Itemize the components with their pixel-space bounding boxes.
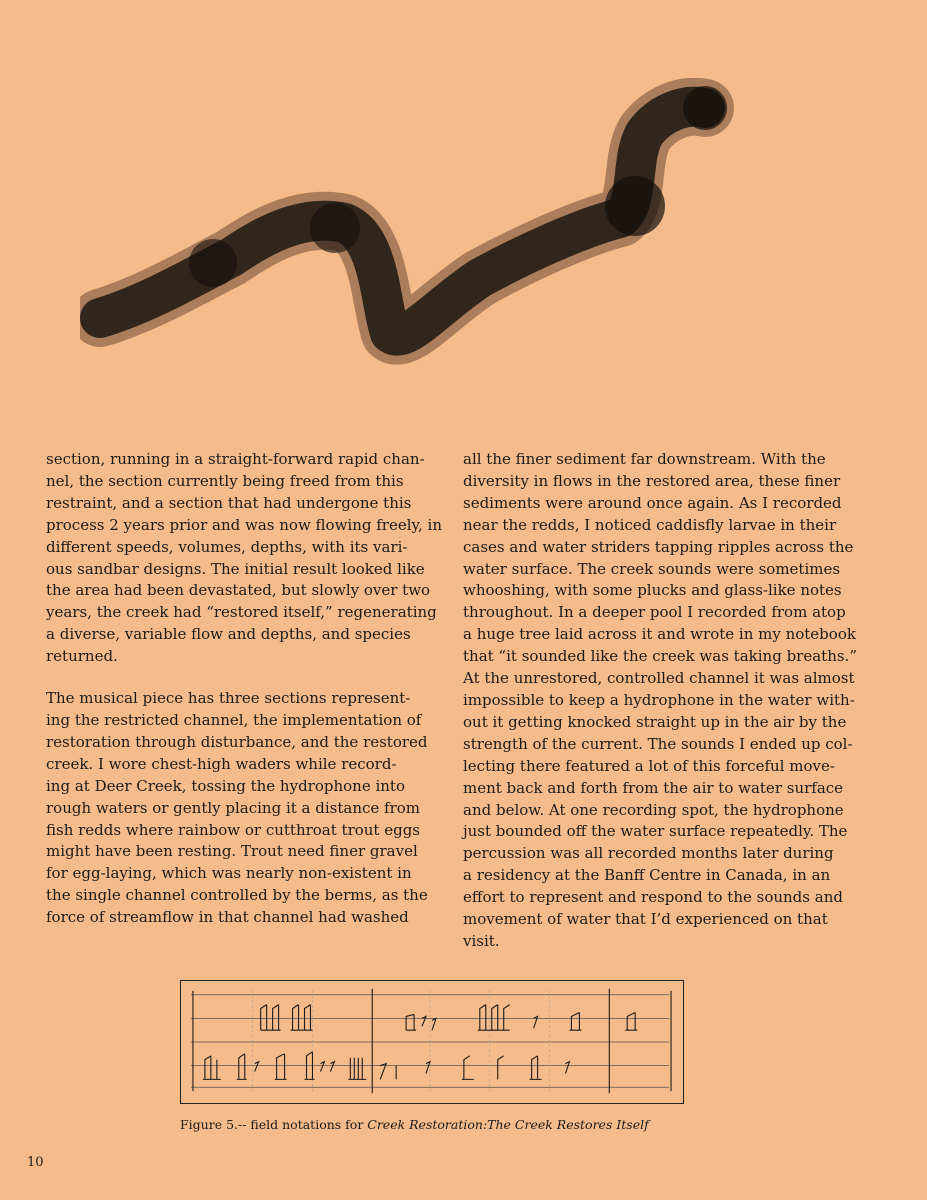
- text-line: percussion was all recorded months later during: [463, 844, 834, 863]
- text-line: force of streamflow in that channel had washed: [46, 908, 409, 927]
- text-line: effort to represent and respond to the sounds and: [463, 888, 843, 907]
- left-text-column: [46, 449, 442, 929]
- caption-work-title: Creek Restoration:The Creek Restores Itself: [367, 1117, 649, 1132]
- text-line: returned.: [46, 647, 118, 666]
- text-line: diversity in flows in the restored area, these finer: [463, 471, 841, 490]
- text-line: rough waters or gently placing it a distance from: [46, 798, 421, 817]
- text-line: At the unrestored, controlled channel it was almost: [463, 669, 855, 688]
- brush-ink-blot: [683, 86, 727, 130]
- paragraph: [463, 449, 857, 953]
- handwritten-notation-image: [181, 981, 683, 1103]
- text-line: sediments were around once again. As I recorded: [463, 493, 842, 512]
- text-line: ous sandbar designs. The initial result looked like: [46, 559, 425, 578]
- text-line: near the redds, I noticed caddisfly larvae in their: [463, 515, 837, 534]
- text-line: section, running in a straight-forward rapid chan-: [46, 450, 425, 468]
- text-line: lecting there featured a lot of this forceful move-: [463, 756, 835, 775]
- text-line: strength of the current. The sounds I ended up col-: [463, 734, 853, 753]
- text-line: out it getting knocked straight up in the air by the: [463, 712, 847, 731]
- text-line: The musical piece has three sections represent-: [46, 689, 411, 708]
- text-line: for egg-laying, which was nearly non-existent in: [46, 864, 412, 883]
- text-line: throughout. In a deeper pool I recorded from atop: [463, 603, 846, 622]
- text-line: nel, the section currently being freed from this: [46, 471, 404, 490]
- paragraph: [46, 449, 442, 668]
- text-line: the single channel controlled by the berms, as the: [46, 886, 428, 905]
- text-line: restraint, and a section that had undergone this: [46, 493, 412, 512]
- right-text-column: [463, 449, 857, 953]
- text-line: a huge tree laid across it and wrote in my notebook: [463, 625, 856, 644]
- text-line: the area had been devastated, but slowly over two: [46, 581, 431, 600]
- text-line: ing at Deer Creek, tossing the hydrophone into: [46, 776, 405, 795]
- text-line: creek. I wore chest-high waders while record-: [46, 754, 397, 773]
- paragraph: [46, 688, 428, 929]
- figure-caption: [180, 1116, 649, 1134]
- text-line: all the finer sediment far downstream. With the: [463, 450, 826, 468]
- brush-ink-blot: [605, 176, 665, 236]
- text-line: ment back and forth from the air to water surface: [463, 778, 844, 797]
- text-line: that “it sounded like the creek was taking breaths.”: [463, 647, 857, 666]
- caption-prefix: Figure 5.-- field notations for: [180, 1117, 368, 1132]
- brush-ink-blot: [189, 239, 237, 287]
- brush-stroke-illustration: [80, 78, 740, 388]
- text-line: impossible to keep a hydrophone in the water with-: [463, 690, 855, 709]
- page-number: 10: [27, 1155, 44, 1170]
- text-line: ing the restricted channel, the implementation of: [46, 710, 422, 729]
- text-line: movement of water that I’d experienced on that: [463, 910, 828, 929]
- text-line: cases and water striders tapping ripples across the: [463, 537, 854, 556]
- text-line: water surface. The creek sounds were sometimes: [463, 559, 841, 578]
- text-line: different speeds, volumes, depths, with its vari-: [46, 537, 408, 556]
- text-line: whooshing, with some plucks and glass-like notes: [463, 581, 842, 600]
- text-line: visit.: [463, 931, 500, 950]
- brush-ink-blot: [310, 203, 360, 253]
- text-line: and below. At one recording spot, the hydrophone: [463, 800, 844, 819]
- text-line: just bounded off the water surface repeatedly. The: [463, 822, 848, 841]
- text-line: years, the creek had “restored itself,” regenerating: [46, 603, 437, 622]
- text-line: restoration through disturbance, and the restored: [46, 732, 428, 751]
- text-line: might have been resting. Trout need finer gravel: [46, 842, 418, 861]
- text-line: a residency at the Banff Centre in Canada, in an: [463, 866, 831, 885]
- text-line: a diverse, variable flow and depths, and species: [46, 625, 411, 644]
- text-line: fish redds where rainbow or cutthroat trout eggs: [46, 820, 421, 839]
- field-notation-figure: [180, 980, 684, 1104]
- text-line: process 2 years prior and was now flowing freely, in: [46, 515, 442, 534]
